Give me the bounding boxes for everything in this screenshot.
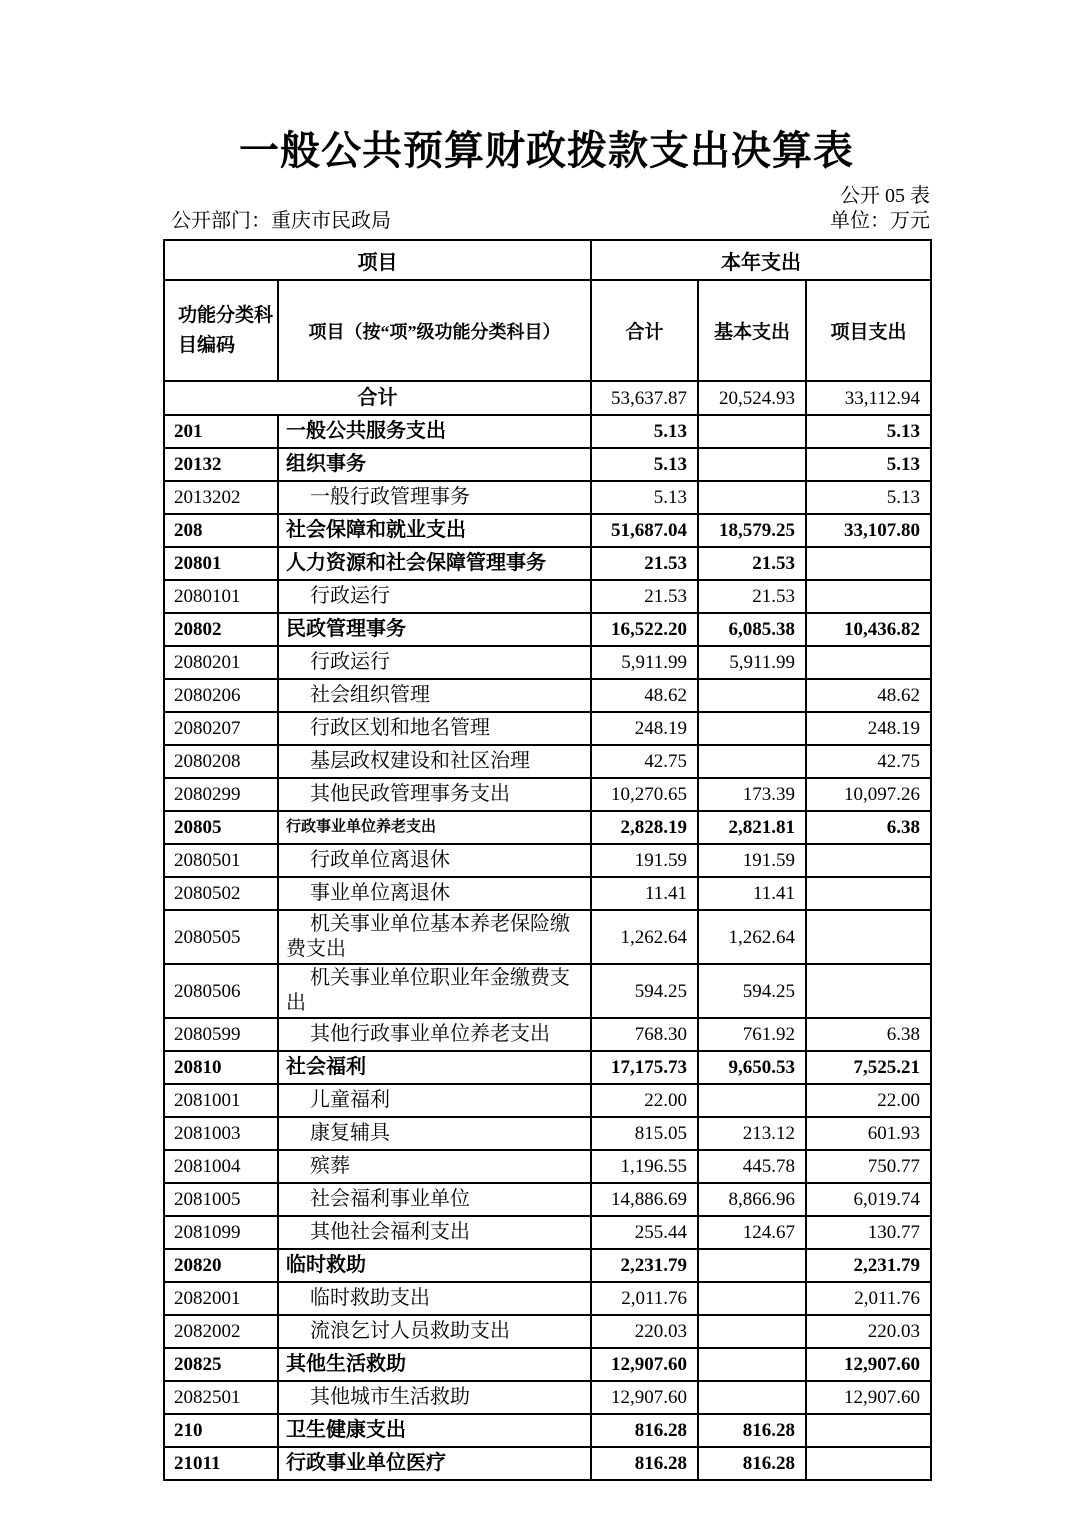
table-body [164, 381, 931, 1480]
meta-row [163, 208, 930, 234]
header-group-item: 项目 [164, 240, 591, 280]
table-row [164, 745, 931, 778]
total-amount-cell: 21.53 [591, 547, 698, 580]
code-cell: 2080501 [164, 844, 278, 877]
header-columns-row [164, 280, 931, 381]
item-name-cell: 行政运行 [278, 646, 591, 679]
item-name-cell: 儿童福利 [278, 1084, 591, 1117]
total-amount-cell: 17,175.73 [591, 1051, 698, 1084]
basic-expense-cell: 2,821.81 [698, 811, 806, 844]
total-amount-cell: 5,911.99 [591, 646, 698, 679]
code-cell: 20802 [164, 613, 278, 646]
total-amount-cell: 2,828.19 [591, 811, 698, 844]
basic-expense-cell: 173.39 [698, 778, 806, 811]
code-cell: 20820 [164, 1249, 278, 1282]
page-title: 一般公共预算财政拨款支出决算表 [239, 129, 854, 173]
basic-expense-cell: 213.12 [698, 1117, 806, 1150]
table-row [164, 1447, 931, 1480]
header-col-total: 合计 [591, 280, 698, 381]
item-name-cell: 行政单位离退休 [278, 844, 591, 877]
table-row [164, 964, 931, 1018]
total-amount-cell: 16,522.20 [591, 613, 698, 646]
project-expense-cell [806, 877, 931, 910]
project-expense-cell: 130.77 [806, 1216, 931, 1249]
project-expense-cell: 220.03 [806, 1315, 931, 1348]
code-cell: 2080207 [164, 712, 278, 745]
project-expense-cell [806, 844, 931, 877]
header-group-row [164, 240, 931, 280]
code-cell: 20810 [164, 1051, 278, 1084]
table-row [164, 1117, 931, 1150]
total-amount-cell: 191.59 [591, 844, 698, 877]
basic-expense-cell: 445.78 [698, 1150, 806, 1183]
total-amount-cell: 12,907.60 [591, 1348, 698, 1381]
project-expense-cell: 5.13 [806, 448, 931, 481]
basic-expense-cell [698, 1084, 806, 1117]
total-amount-cell: 12,907.60 [591, 1381, 698, 1414]
code-cell: 210 [164, 1414, 278, 1447]
table-row [164, 1282, 931, 1315]
code-cell: 20132 [164, 448, 278, 481]
project-expense-cell [806, 1414, 931, 1447]
basic-expense-cell: 6,085.38 [698, 613, 806, 646]
basic-expense-cell: 1,262.64 [698, 910, 806, 964]
basic-expense-cell [698, 1348, 806, 1381]
project-expense-cell: 750.77 [806, 1150, 931, 1183]
item-name-cell: 其他生活救助 [278, 1348, 591, 1381]
code-cell: 2081003 [164, 1117, 278, 1150]
item-name-cell: 行政事业单位医疗 [278, 1447, 591, 1480]
basic-expense-cell: 11.41 [698, 877, 806, 910]
code-cell: 2082501 [164, 1381, 278, 1414]
item-name-cell: 其他民政管理事务支出 [278, 778, 591, 811]
item-name-cell: 组织事务 [278, 448, 591, 481]
total-amount-cell: 220.03 [591, 1315, 698, 1348]
grand-total-amount-cell: 53,637.87 [591, 381, 698, 415]
project-expense-cell [806, 1447, 931, 1480]
basic-expense-cell [698, 1315, 806, 1348]
project-expense-cell: 33,107.80 [806, 514, 931, 547]
total-amount-cell: 51,687.04 [591, 514, 698, 547]
table-row [164, 1381, 931, 1414]
grand-total-project-cell: 33,112.94 [806, 381, 931, 415]
total-amount-cell: 11.41 [591, 877, 698, 910]
total-amount-cell: 10,270.65 [591, 778, 698, 811]
total-amount-cell: 42.75 [591, 745, 698, 778]
table-row [164, 811, 931, 844]
total-amount-cell: 2,011.76 [591, 1282, 698, 1315]
table-number: 公开 05 表 [840, 185, 930, 207]
basic-expense-cell [698, 481, 806, 514]
basic-expense-cell: 594.25 [698, 964, 806, 1018]
table-row [164, 679, 931, 712]
code-cell: 2080201 [164, 646, 278, 679]
item-name-cell: 行政区划和地名管理 [278, 712, 591, 745]
unit-label: 单位：万元 [830, 210, 930, 232]
item-name-cell: 其他行政事业单位养老支出 [278, 1018, 591, 1051]
table-row [164, 844, 931, 877]
code-cell: 2080208 [164, 745, 278, 778]
project-expense-cell: 5.13 [806, 415, 931, 448]
code-cell: 2080505 [164, 910, 278, 964]
basic-expense-cell: 9,650.53 [698, 1051, 806, 1084]
expenditure-table [163, 239, 932, 1481]
total-amount-cell: 5.13 [591, 448, 698, 481]
item-name-cell: 一般行政管理事务 [278, 481, 591, 514]
basic-expense-cell [698, 1381, 806, 1414]
project-expense-cell: 7,525.21 [806, 1051, 931, 1084]
item-name-cell: 民政管理事务 [278, 613, 591, 646]
basic-expense-cell: 18,579.25 [698, 514, 806, 547]
project-expense-cell [806, 547, 931, 580]
code-cell: 2081099 [164, 1216, 278, 1249]
basic-expense-cell: 21.53 [698, 580, 806, 613]
grand-total-label: 合计 [164, 381, 591, 415]
project-expense-cell [806, 646, 931, 679]
table-row [164, 1084, 931, 1117]
project-expense-cell: 10,436.82 [806, 613, 931, 646]
total-amount-cell: 21.53 [591, 580, 698, 613]
project-expense-cell: 6,019.74 [806, 1183, 931, 1216]
code-cell: 2080502 [164, 877, 278, 910]
table-row [164, 580, 931, 613]
item-name-cell: 行政事业单位养老支出 [278, 811, 591, 844]
basic-expense-cell: 191.59 [698, 844, 806, 877]
code-cell: 2081001 [164, 1084, 278, 1117]
basic-expense-cell: 816.28 [698, 1414, 806, 1447]
item-name-cell: 康复辅具 [278, 1117, 591, 1150]
code-cell: 2082002 [164, 1315, 278, 1348]
item-name-cell: 一般公共服务支出 [278, 415, 591, 448]
item-name-cell: 其他城市生活救助 [278, 1381, 591, 1414]
total-amount-cell: 1,196.55 [591, 1150, 698, 1183]
item-name-cell: 社会组织管理 [278, 679, 591, 712]
table-row [164, 910, 931, 964]
code-cell: 2080299 [164, 778, 278, 811]
project-expense-cell: 2,231.79 [806, 1249, 931, 1282]
basic-expense-cell [698, 448, 806, 481]
project-expense-cell: 248.19 [806, 712, 931, 745]
table-row [164, 1315, 931, 1348]
total-amount-cell: 48.62 [591, 679, 698, 712]
basic-expense-cell [698, 679, 806, 712]
header-col-item: 项目（按“项”级功能分类科目） [278, 280, 591, 381]
code-cell: 208 [164, 514, 278, 547]
total-amount-cell: 816.28 [591, 1414, 698, 1447]
code-cell: 20805 [164, 811, 278, 844]
item-name-cell: 行政运行 [278, 580, 591, 613]
total-amount-cell: 816.28 [591, 1447, 698, 1480]
table-row [164, 1150, 931, 1183]
item-name-cell: 社会保障和就业支出 [278, 514, 591, 547]
table-row [164, 481, 931, 514]
item-name-cell: 社会福利 [278, 1051, 591, 1084]
item-name-cell: 人力资源和社会保障管理事务 [278, 547, 591, 580]
table-row [164, 877, 931, 910]
table-row [164, 1216, 931, 1249]
header-col-project: 项目支出 [806, 280, 931, 381]
total-amount-cell: 5.13 [591, 415, 698, 448]
project-expense-cell: 6.38 [806, 1018, 931, 1051]
table-row [164, 547, 931, 580]
project-expense-cell [806, 964, 931, 1018]
basic-expense-cell [698, 1282, 806, 1315]
item-name-cell: 临时救助 [278, 1249, 591, 1282]
basic-expense-cell: 816.28 [698, 1447, 806, 1480]
item-name-cell: 临时救助支出 [278, 1282, 591, 1315]
item-name-cell: 流浪乞讨人员救助支出 [278, 1315, 591, 1348]
total-amount-cell: 2,231.79 [591, 1249, 698, 1282]
code-cell: 20825 [164, 1348, 278, 1381]
table-row [164, 1051, 931, 1084]
project-expense-cell: 12,907.60 [806, 1381, 931, 1414]
project-expense-cell: 601.93 [806, 1117, 931, 1150]
grand-total-basic-cell: 20,524.93 [698, 381, 806, 415]
code-cell: 201 [164, 415, 278, 448]
code-cell: 2080101 [164, 580, 278, 613]
item-name-cell: 事业单位离退休 [278, 877, 591, 910]
code-cell: 20801 [164, 547, 278, 580]
table-row [164, 1249, 931, 1282]
table-row [164, 646, 931, 679]
table-row [164, 448, 931, 481]
grand-total-row [164, 381, 931, 415]
basic-expense-cell [698, 1249, 806, 1282]
code-cell: 2080599 [164, 1018, 278, 1051]
total-amount-cell: 14,886.69 [591, 1183, 698, 1216]
project-expense-cell: 42.75 [806, 745, 931, 778]
item-name-cell: 基层政权建设和社区治理 [278, 745, 591, 778]
code-cell: 21011 [164, 1447, 278, 1480]
project-expense-cell: 22.00 [806, 1084, 931, 1117]
item-name-cell: 卫生健康支出 [278, 1414, 591, 1447]
code-cell: 2080206 [164, 679, 278, 712]
item-name-cell: 殡葬 [278, 1150, 591, 1183]
project-expense-cell [806, 910, 931, 964]
table-header [164, 240, 931, 381]
table-row [164, 415, 931, 448]
project-expense-cell [806, 580, 931, 613]
total-amount-cell: 815.05 [591, 1117, 698, 1150]
table-row [164, 1018, 931, 1051]
total-amount-cell: 594.25 [591, 964, 698, 1018]
table-row [164, 1348, 931, 1381]
total-amount-cell: 1,262.64 [591, 910, 698, 964]
code-cell: 2013202 [164, 481, 278, 514]
code-cell: 2080506 [164, 964, 278, 1018]
basic-expense-cell [698, 745, 806, 778]
total-amount-cell: 768.30 [591, 1018, 698, 1051]
code-cell: 2081005 [164, 1183, 278, 1216]
header-group-year: 本年支出 [591, 240, 931, 280]
basic-expense-cell: 5,911.99 [698, 646, 806, 679]
basic-expense-cell [698, 712, 806, 745]
code-cell: 2081004 [164, 1150, 278, 1183]
table-row [164, 613, 931, 646]
item-name-cell: 其他社会福利支出 [278, 1216, 591, 1249]
basic-expense-cell: 21.53 [698, 547, 806, 580]
document-content [163, 0, 930, 1481]
department-label: 公开部门：重庆市民政局 [171, 210, 391, 232]
item-name-cell: 机关事业单位基本养老保险缴费支出 [278, 910, 591, 964]
item-name-cell: 社会福利事业单位 [278, 1183, 591, 1216]
project-expense-cell: 12,907.60 [806, 1348, 931, 1381]
header-col-basic: 基本支出 [698, 280, 806, 381]
header-col-code: 功能分类科目编码 [164, 280, 278, 381]
code-cell: 2082001 [164, 1282, 278, 1315]
item-name-cell: 机关事业单位职业年金缴费支出 [278, 964, 591, 1018]
basic-expense-cell [698, 415, 806, 448]
project-expense-cell: 6.38 [806, 811, 931, 844]
project-expense-cell: 2,011.76 [806, 1282, 931, 1315]
table-row [164, 1183, 931, 1216]
total-amount-cell: 255.44 [591, 1216, 698, 1249]
basic-expense-cell: 8,866.96 [698, 1183, 806, 1216]
project-expense-cell: 48.62 [806, 679, 931, 712]
basic-expense-cell: 124.67 [698, 1216, 806, 1249]
total-amount-cell: 22.00 [591, 1084, 698, 1117]
table-row [164, 1414, 931, 1447]
table-row [164, 778, 931, 811]
table-row [164, 712, 931, 745]
total-amount-cell: 248.19 [591, 712, 698, 745]
project-expense-cell: 10,097.26 [806, 778, 931, 811]
project-expense-cell: 5.13 [806, 481, 931, 514]
basic-expense-cell: 761.92 [698, 1018, 806, 1051]
total-amount-cell: 5.13 [591, 481, 698, 514]
table-row [164, 514, 931, 547]
